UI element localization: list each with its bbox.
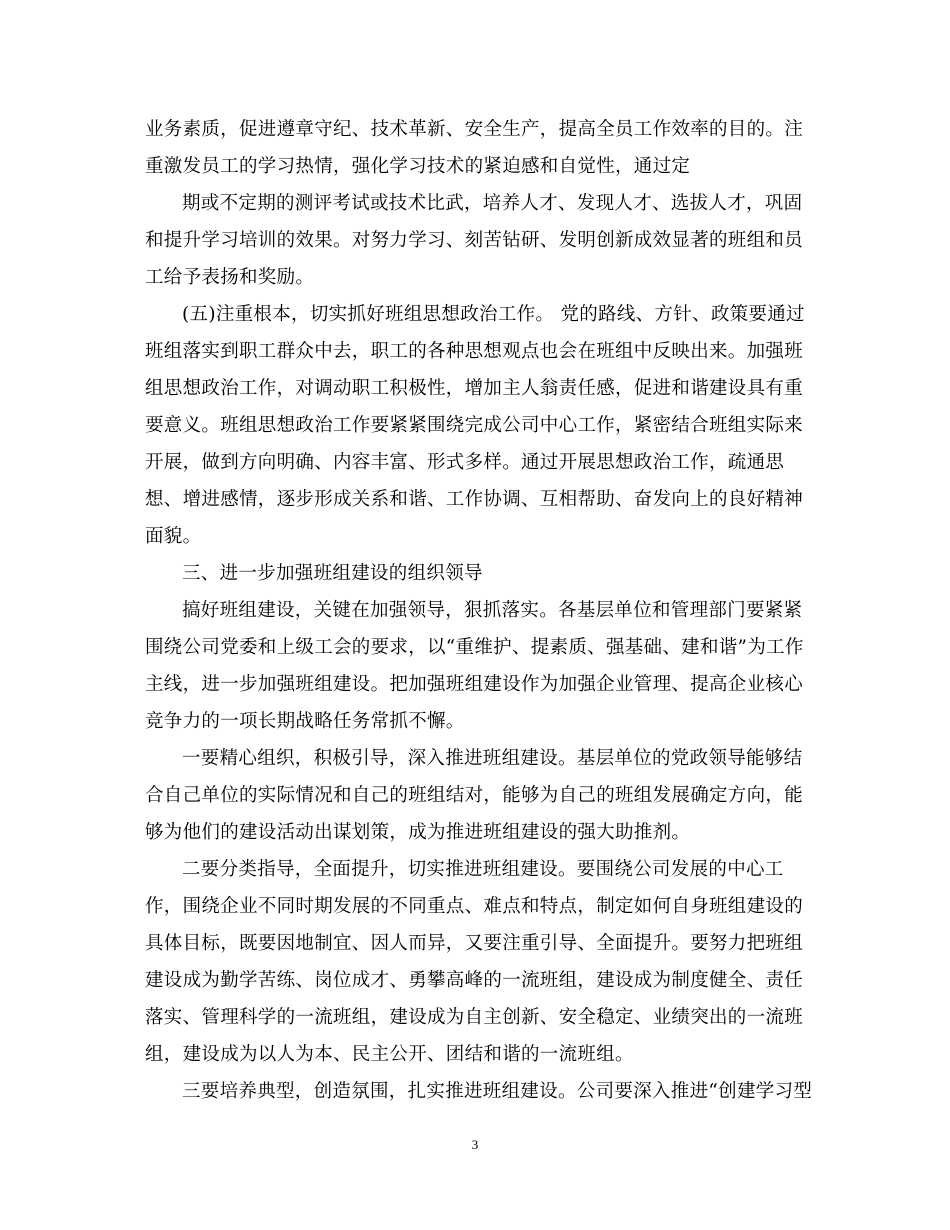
text-line: 组思想政治工作，对调动职工积极性，增加主人翁责任感，促进和谐建设具有重 [145, 378, 804, 399]
text-line: 竞争力的一项长期战略任务常抓不懈。 [145, 711, 465, 732]
text-line: 业务素质，促进遵章守纪、技术革新、安全生产，提高全员工作效率的目的。注 [145, 119, 804, 140]
text-line: 工给予表扬和奖励。 [145, 267, 315, 288]
text-line: 建设成为勤学苦练、岗位成才、勇攀高峰的一流班组，建设成为制度健全、责任 [145, 970, 804, 991]
page-number: 3 [471, 1137, 479, 1152]
text-line: 三要培养典型，创造氛围，扎实推进班组建设。公司要深入推进“创建学习型 [182, 1081, 813, 1102]
text-line: 三、进一步加强班组建设的组织领导 [182, 563, 483, 584]
text-line: (五)注重根本，切实抓好班组思想政治工作。 党的路线、方针、政策要通过 [182, 304, 805, 325]
text-line: 作，围绕企业不同时期发展的不同重点、难点和特点，制定如何自身班组建设的 [145, 896, 804, 917]
text-line: 够为他们的建设活动出谋划策，成为推进班组建设的强大助推剂。 [145, 822, 691, 843]
text-line: 要意义。班组思想政治工作要紧紧围绕完成公司中心工作，紧密结合班组实际来 [145, 415, 804, 436]
text-line: 围绕公司党委和上级工会的要求，以“重维护、提素质、强基础、建和谐”为工作 [145, 637, 804, 658]
text-line: 具体目标，既要因地制宜、因人而异，又要注重引导、全面提升。要努力把班组 [145, 933, 804, 954]
text-line: 期或不定期的测评考试或技术比武，培养人才、发现人才、选拔人才，巩固 [182, 193, 803, 214]
text-line: 组，建设成为以人为本、民主公开、团结和谐的一流班组。 [145, 1044, 634, 1065]
text-line: 二要分类指导，全面提升，切实推进班组建设。要围绕公司发展的中心工 [182, 859, 784, 880]
text-line: 主线，进一步加强班组建设。把加强班组建设作为加强企业管理、提高企业核心 [145, 674, 804, 695]
text-line: 开展，做到方向明确、内容丰富、形式多样。通过开展思想政治工作，疏通思 [145, 452, 785, 473]
text-line: 想、增进感情，逐步形成关系和谐、工作协调、互相帮助、奋发向上的良好精神 [145, 489, 804, 510]
text-line: 面貌。 [145, 526, 202, 547]
text-line: 搞好班组建设，关键在加强领导，狠抓落实。各基层单位和管理部门要紧紧 [182, 600, 803, 621]
text-line: 落实、管理科学的一流班组，建设成为自主创新、安全稳定、业绩突出的一流班 [145, 1007, 804, 1028]
document-body [145, 111, 813, 1110]
text-line: 班组落实到职工群众中去，职工的各种思想观点也会在班组中反映出来。加强班 [145, 341, 804, 362]
text-line: 合自己单位的实际情况和自己的班组结对，能够为自己的班组发展确定方向，能 [145, 785, 804, 806]
text-line: 一要精心组织，积极引导，深入推进班组建设。基层单位的党政领导能够结 [182, 748, 803, 769]
text-line: 和提升学习培训的效果。对努力学习、刻苦钻研、发明创新成效显著的班组和员 [145, 230, 804, 251]
text-line: 重激发员工的学习热情，强化学习技术的紧迫感和自觉性，通过定 [145, 156, 691, 177]
